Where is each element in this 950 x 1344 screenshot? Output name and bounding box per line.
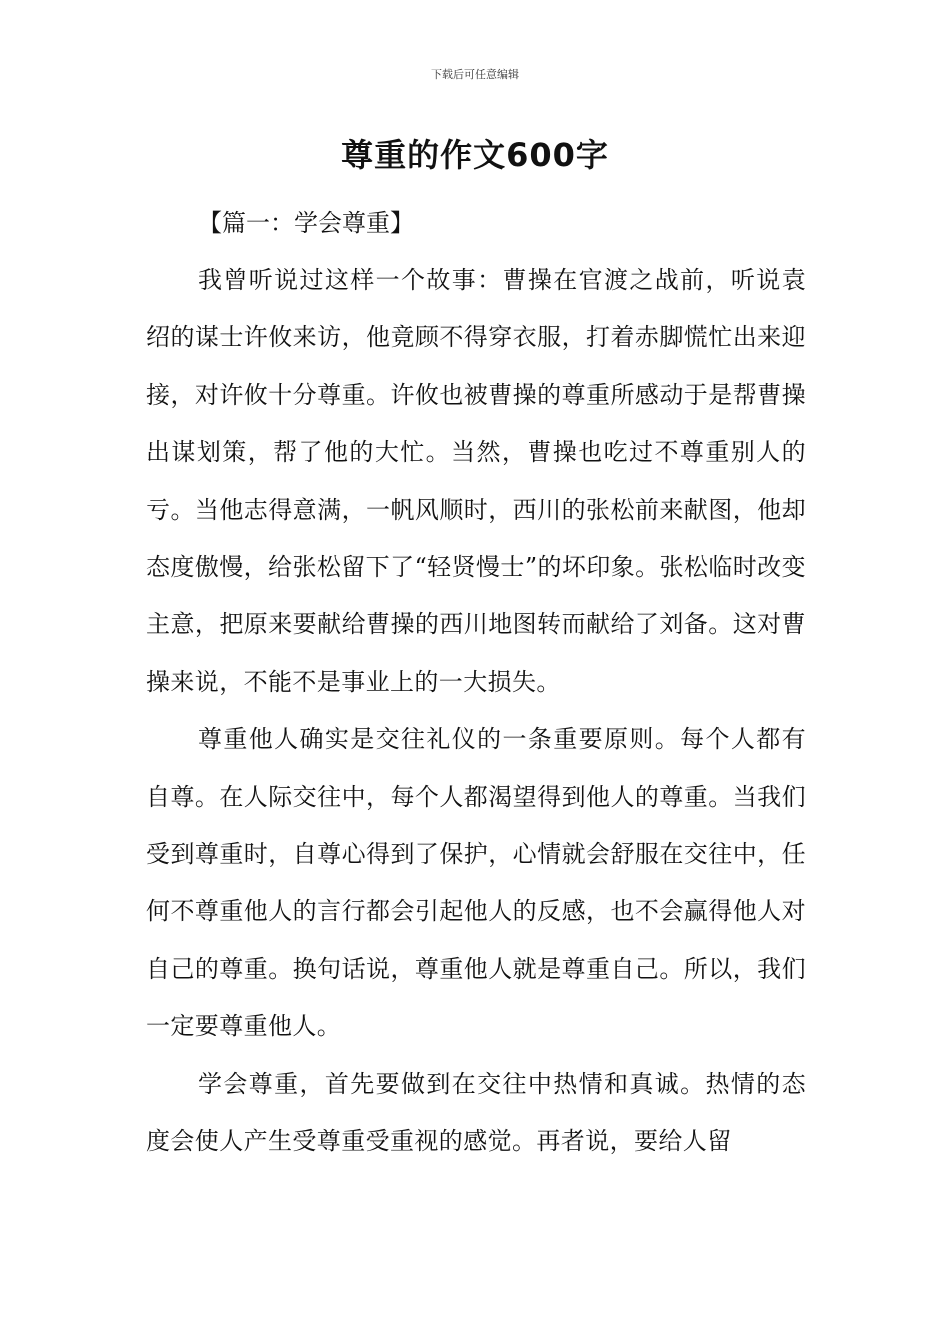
paragraph-3: 学会尊重，首先要做到在交往中热情和真诚。热情的态度会使人产生受尊重受重视的感觉。再者说，要给人留 — [146, 1069, 806, 1156]
document-body — [146, 195, 806, 1171]
section-heading: 【篇一：学会尊重】 — [198, 209, 414, 237]
paragraph-2: 尊重他人确实是交往礼仪的一条重要原则。每个人都有自尊。在人际交往中，每个人都渴望得到他人的尊重。当我们受到尊重时，自尊心得到了保护，心情就会舒服在交往中，任何不尊重他人的言行都会引起他人的反感，也不会赢得他人对自己的尊重。换句话说，尊重他人就是尊重自己。所以，我们一定要尊重他人。 — [146, 725, 806, 1041]
paragraph-1: 我曾听说过这样一个故事：曹操在官渡之战前，听说袁绍的谋士许攸来访，他竟顾不得穿衣服，打着赤脚慌忙出来迎接，对许攸十分尊重。许攸也被曹操的尊重所感动于是帮曹操出谋划策，帮了他的大忙。当然，曹操也吃过不尊重别人的亏。当他志得意满，一帆风顺时，西川的张松前来献图，他却态度傲慢，给张松留下了“轻贤慢士”的坏印象。张松临时改变主意，把原来要献给曹操的西川地图转而献给了刘备。这对曹操来说，不能不是事业上的一大损失。 — [146, 266, 806, 696]
document-title: 尊重的作文600字 — [341, 136, 609, 174]
page-header-note: 下载后可任意编辑 — [431, 68, 519, 81]
